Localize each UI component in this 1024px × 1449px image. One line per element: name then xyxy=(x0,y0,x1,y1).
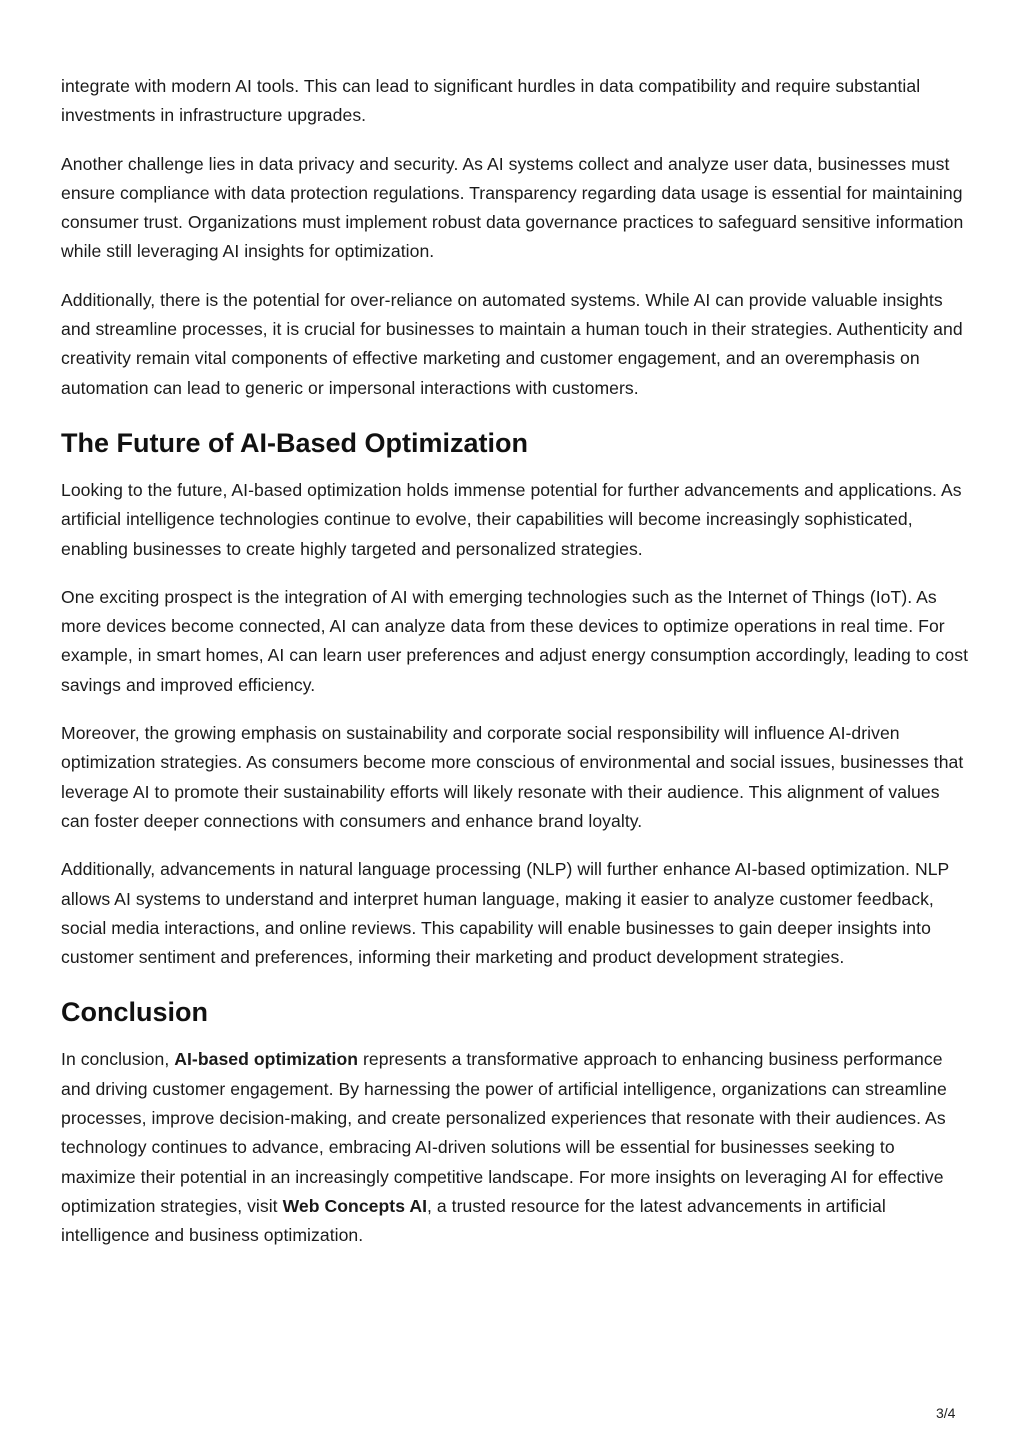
paragraph: Additionally, there is the potential for over-reliance on automated systems. While AI can provide valuable insights and streamline processes, it is crucial for businesses to maintain a human touch in their strategies. Authenticity and creativity remain vital components of effective marketing and customer engagement, and an overemphasis on automation can lead to generic or impersonal interactions with customers. xyxy=(61,289,963,398)
section-heading-conclusion: Conclusion xyxy=(61,997,208,1028)
conclusion-paragraph xyxy=(61,1045,971,1250)
conclusion-tail: , a trusted resource for the latest advancements in artificial intelligence and business optimization. xyxy=(61,1195,886,1246)
document-body xyxy=(61,72,971,1270)
bold-term: AI-based optimization xyxy=(174,1049,359,1070)
paragraph: Looking to the future, AI-based optimization holds immense potential for further advancements and applications. As artificial intelligence technologies continue to evolve, their capabilities will become increasingly sophisticated, enabling businesses to create highly targeted and personalized strategies. xyxy=(61,479,962,559)
paragraph: Another challenge lies in data privacy and security. As AI systems collect and analyze user data, businesses must ensure compliance with data protection regulations. Transparency regarding data usage is essential for maintaining consumer trust. Organizations must implement robust data governance practices to safeguard sensitive information while still leveraging AI insights for optimization. xyxy=(61,153,964,262)
conclusion-lead: In conclusion, xyxy=(61,1049,175,1070)
page-number: 3/4 xyxy=(936,1405,956,1421)
paragraph: One exciting prospect is the integration of AI with emerging technologies such as the Internet of Things (IoT). As more devices become connected, AI can analyze data from these devices to optimize operations in real time. For example, in smart homes, AI can learn user preferences and adjust energy consumption accordingly, leading to cost savings and improved efficiency. xyxy=(61,586,969,695)
paragraph: Moreover, the growing emphasis on sustainability and corporate social responsibility will influence AI-driven optimization strategies. As consumers become more conscious of environmental and social issues, businesses that leverage AI to promote their sustainability efforts will likely resonate with their audience. This alignment of values can foster deeper connections with consumers and enhance brand loyalty. xyxy=(61,723,964,831)
section-heading-future: The Future of AI-Based Optimization xyxy=(61,427,529,458)
paragraph: Additionally, advancements in natural language processing (NLP) will further enhance AI-based optimization. NLP allows AI systems to understand and interpret human language, making it easier to analyze customer feedback, social media interactions, and online reviews. This capability will enable businesses to gain deeper insights into customer sentiment and preferences, informing their marketing and product development strategies. xyxy=(61,859,950,968)
bold-brand: Web Concepts AI xyxy=(282,1195,428,1216)
paragraph: integrate with modern AI tools. This can lead to significant hurdles in data compatibility and require substantial investments in infrastructure upgrades. xyxy=(61,76,921,126)
conclusion-middle: represents a transformative approach to enhancing business performance and driving customer engagement. By harnessing the power of artificial intelligence, organizations can streamline processes, improve decision-making, and create personalized experiences that resonate with their audiences. As technology continues to advance, embracing AI-driven solutions will be essential for businesses seeking to maximize their potential in an increasingly competitive landscape. For more insights on leveraging AI for effective optimization strategies, visit xyxy=(61,1049,947,1216)
